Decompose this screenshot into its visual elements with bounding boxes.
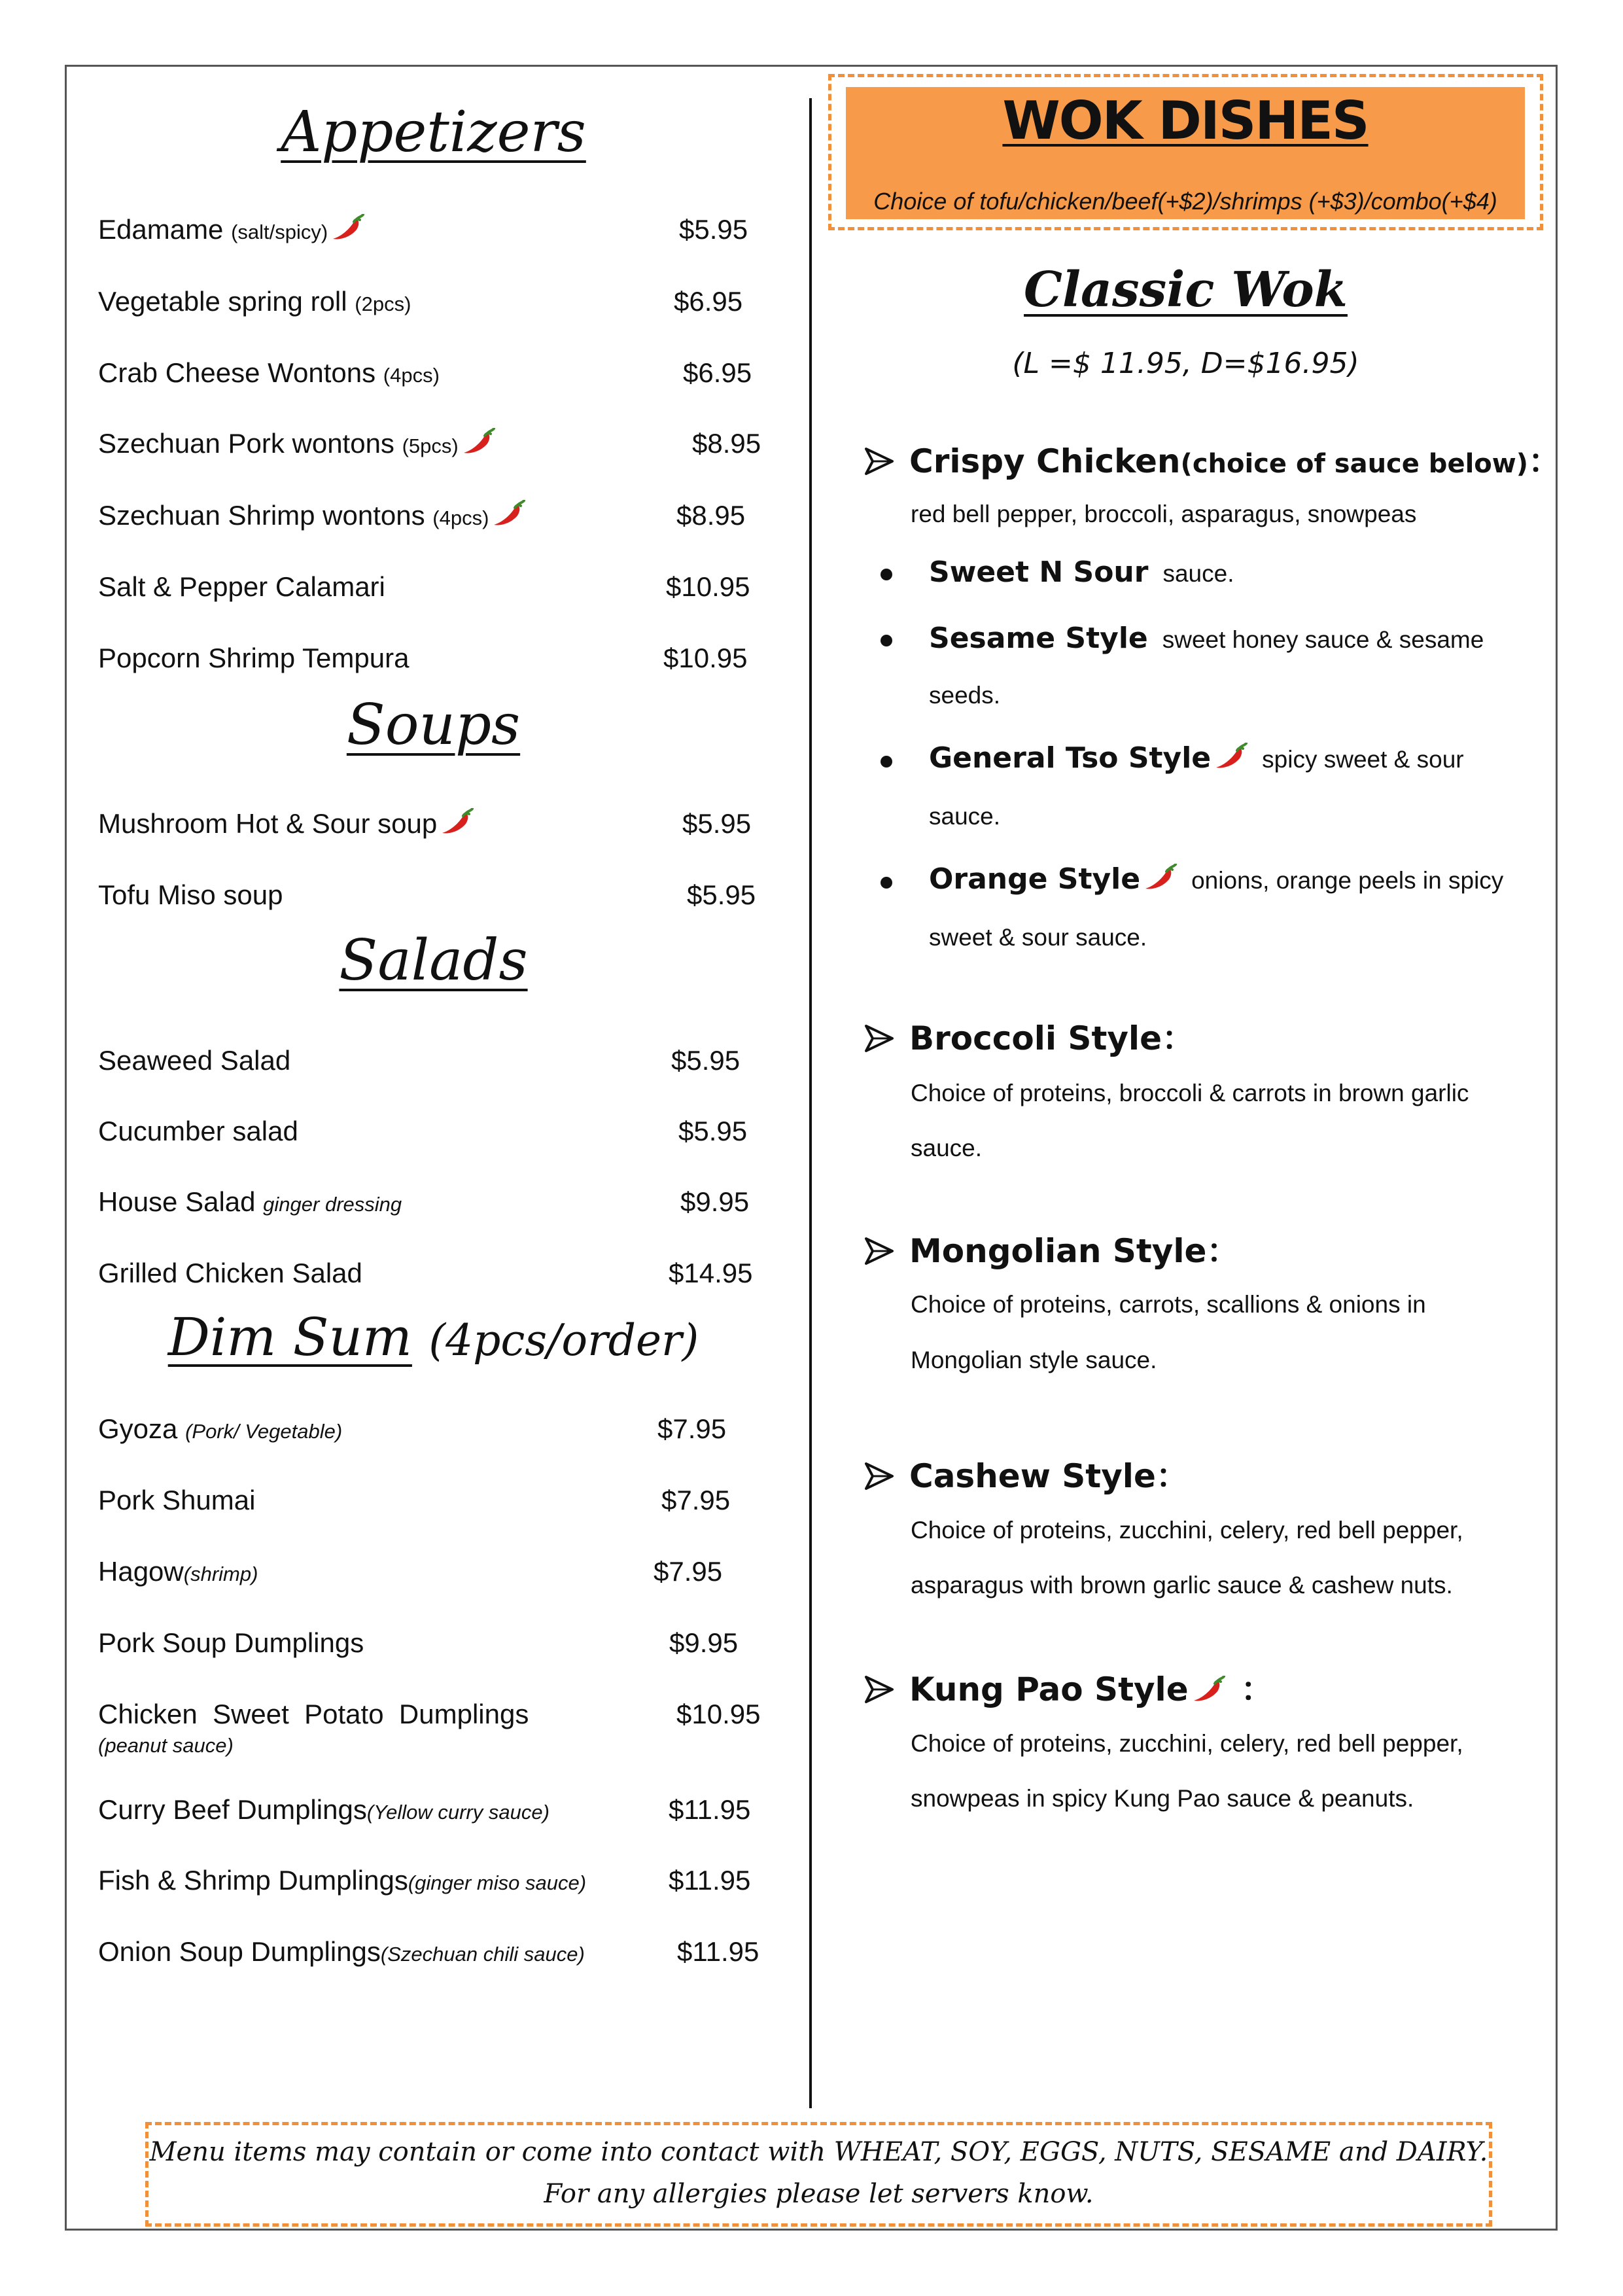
sauce-option-continued: sauce.: [929, 803, 1001, 830]
dish-description: Choice of proteins, carrots, scallions & onions in: [911, 1291, 1426, 1318]
item-price: $5.95: [671, 1045, 741, 1076]
item-price: $11.95: [669, 1794, 751, 1825]
wok-dishes-title: WOK DISHES: [1002, 90, 1369, 151]
chili-pepper-icon: [1143, 864, 1177, 891]
item-name: Szechuan Pork wontons (5pcs): [98, 428, 495, 459]
bullet-dot: [881, 756, 892, 768]
item-name: Vegetable spring roll (2pcs): [98, 286, 411, 317]
item-name: Hagow(shrimp): [98, 1556, 258, 1587]
soups-title: Soups: [346, 692, 521, 758]
item-name: Cucumber salad: [98, 1116, 298, 1146]
item-price: $10.95: [663, 643, 748, 673]
salads-title: Salads: [339, 928, 528, 993]
dimsum-title: Dim Sum (4pcs/order): [167, 1307, 699, 1368]
item-price: $5.95: [682, 808, 752, 839]
menu-item: [98, 472, 765, 531]
chili-pepper-icon: [1213, 743, 1248, 770]
menu-item: [98, 781, 765, 839]
menu-item: [98, 1600, 765, 1659]
menu-item: [98, 544, 765, 603]
item-name: Onion Soup Dumplings(Szechuan chili sauce): [98, 1936, 585, 1967]
item-name: House Salad ginger dressing: [98, 1186, 402, 1217]
chili-pepper-icon: [440, 808, 474, 836]
item-price: $6.95: [683, 357, 752, 388]
item-price: $7.95: [654, 1556, 723, 1587]
menu-item: [98, 1088, 765, 1147]
item-price: $10.95: [666, 571, 750, 602]
sauce-option-continued: sweet & sour sauce.: [929, 924, 1147, 951]
item-name: Crab Cheese Wontons (4pcs): [98, 357, 440, 388]
sauce-option: Orange Style onions, orange peels in spicy: [929, 862, 1504, 896]
sauce-option-continued: seeds.: [929, 682, 1001, 709]
item-price: $10.95: [676, 1699, 761, 1729]
item-price: $7.95: [657, 1413, 727, 1444]
item-name: Edamame (salt/spicy): [98, 214, 364, 245]
item-price: $8.95: [676, 500, 746, 531]
dish-description: Choice of proteins, broccoli & carrots in brown garlic: [911, 1080, 1469, 1106]
menu-item: [98, 258, 765, 317]
dish-description: asparagus with brown garlic sauce & cashew nuts.: [911, 1572, 1453, 1598]
dish-crispy-chicken: Crispy Chicken(choice of sauce below)：: [864, 435, 1561, 482]
menu-item: [98, 1671, 765, 1757]
bullet-dot: [881, 569, 892, 580]
bullet-dot: [881, 635, 892, 646]
item-name: Seaweed Salad: [98, 1045, 291, 1076]
sauce-option: General Tso Style spicy sweet & sour: [929, 741, 1464, 775]
chili-pepper-icon: [1191, 1676, 1225, 1703]
bullet-dot: [881, 877, 892, 889]
item-price: $5.95: [687, 879, 756, 910]
item-price: $9.95: [680, 1186, 750, 1217]
wok-protein-choice: Choice of tofu/chicken/beef(+$2)/shrimps (+$3)/combo(+$4): [873, 188, 1497, 215]
classic-wok-price: (L =$ 11.95, D=$16.95): [1012, 347, 1359, 380]
item-price: $9.95: [669, 1627, 739, 1658]
menu-item: [98, 330, 765, 389]
item-name: Grilled Chicken Salad: [98, 1258, 362, 1288]
item-name: Szechuan Shrimp wontons (4pcs): [98, 500, 525, 531]
item-name: Salt & Pepper Calamari: [98, 571, 385, 602]
dish-mongolian-style: Mongolian Style：: [864, 1225, 1239, 1272]
item-price: $11.95: [677, 1936, 759, 1967]
arrow-right-icon: [864, 1023, 895, 1053]
item-name: Chicken Sweet Potato Dumplings: [98, 1699, 529, 1729]
chili-pepper-icon: [491, 500, 525, 527]
item-name: Gyoza (Pork/ Vegetable): [98, 1413, 343, 1444]
arrow-right-icon: [864, 1236, 895, 1266]
item-name: Popcorn Shrimp Tempura: [98, 643, 410, 673]
chili-pepper-icon: [461, 428, 495, 455]
chili-pepper-icon: [330, 214, 364, 241]
menu-item: [98, 400, 765, 459]
item-name: Fish & Shrimp Dumplings(ginger miso sauce): [98, 1865, 587, 1896]
menu-item: [98, 1767, 765, 1826]
allergy-notice-line-2: For any allergies please let servers know.: [544, 2179, 1094, 2209]
item-name: Curry Beef Dumplings(Yellow curry sauce): [98, 1794, 550, 1825]
menu-item: [98, 1017, 765, 1076]
item-price: $14.95: [669, 1258, 753, 1288]
item-price: $5.95: [678, 1116, 748, 1146]
dish-broccoli-style: Broccoli Style：: [864, 1012, 1195, 1059]
sauce-option: Sesame Style sweet honey sauce & sesame: [929, 622, 1484, 655]
classic-wok-title: Classic Wok: [1024, 262, 1348, 318]
arrow-right-icon: [864, 1674, 895, 1704]
item-price: $7.95: [661, 1485, 731, 1515]
item-price: $8.95: [692, 428, 761, 459]
item-price: $6.95: [674, 286, 743, 317]
item-note: (peanut sauce): [98, 1734, 234, 1757]
menu-item: [98, 1837, 765, 1896]
menu-item: [98, 186, 765, 245]
dish-description: snowpeas in spicy Kung Pao sauce & peanuts.: [911, 1785, 1414, 1812]
allergy-notice-line-1: Menu items may contain or come into contact with WHEAT, SOY, EGGS, NUTS, SESAME and DAIRY.: [149, 2137, 1488, 2167]
menu-item: [98, 1230, 765, 1289]
menu-item: [98, 615, 765, 674]
item-price: $11.95: [669, 1865, 751, 1896]
menu-item: [98, 852, 765, 911]
dish-cashew-style: Cashew Style：: [864, 1450, 1189, 1497]
sauce-option: Sweet N Sour sauce.: [929, 556, 1234, 589]
arrow-right-icon: [864, 446, 895, 476]
dish-description: Choice of proteins, zucchini, celery, red bell pepper,: [911, 1730, 1463, 1757]
column-divider: [809, 98, 812, 2108]
dish-description: red bell pepper, broccoli, asparagus, snowpeas: [911, 501, 1417, 527]
dish-description: Mongolian style sauce.: [911, 1347, 1157, 1373]
menu-item: [98, 1457, 765, 1516]
menu-item: [98, 1909, 765, 1968]
item-name: Pork Soup Dumplings: [98, 1627, 364, 1658]
menu-item: [98, 1528, 765, 1587]
item-price: $5.95: [679, 214, 748, 245]
appetizers-title: Appetizers: [281, 99, 586, 165]
dish-description: sauce.: [911, 1135, 983, 1161]
dish-description: Choice of proteins, zucchini, celery, red bell pepper,: [911, 1517, 1463, 1544]
item-name: Pork Shumai: [98, 1485, 256, 1515]
arrow-right-icon: [864, 1461, 895, 1491]
dish-kung-pao-style: Kung Pao Style ：: [864, 1663, 1274, 1710]
item-name: Tofu Miso soup: [98, 879, 283, 910]
menu-item: [98, 1386, 765, 1445]
item-name: Mushroom Hot & Sour soup: [98, 808, 474, 839]
menu-item: [98, 1159, 765, 1218]
